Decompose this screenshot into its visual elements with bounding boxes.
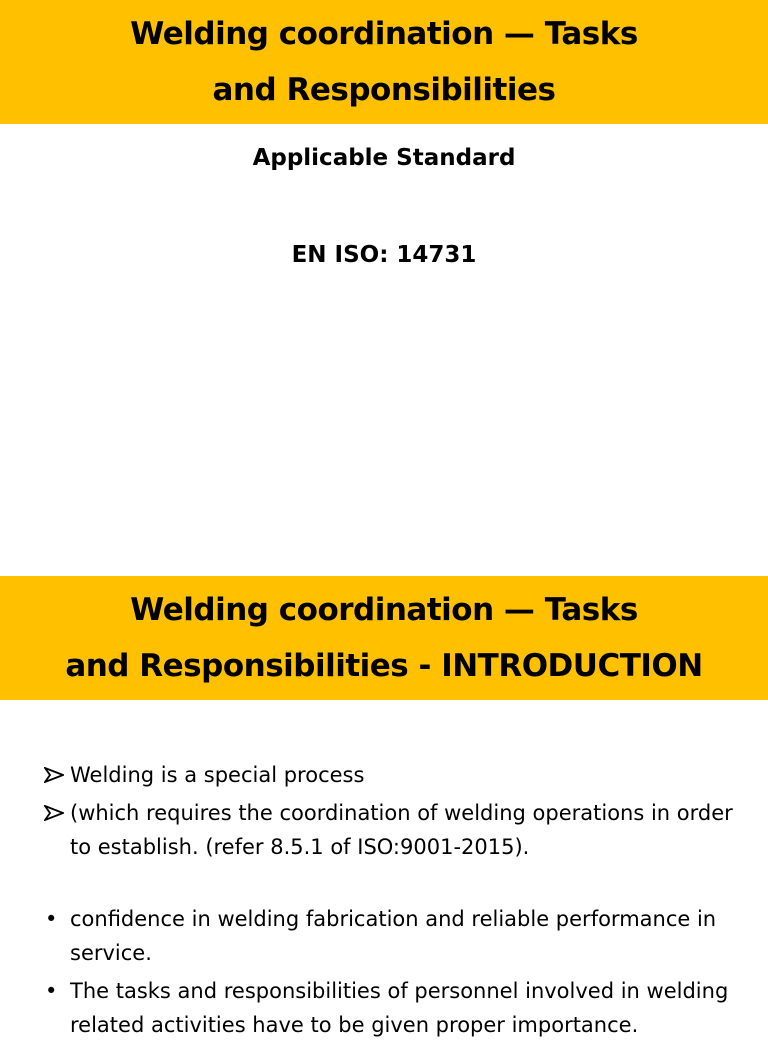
slide-2-body (44, 758, 744, 1042)
round-bullet-icon: • (45, 979, 58, 1003)
bullet-list-item (44, 902, 744, 970)
bullet-list-item-text: The tasks and responsibilities of personnel involved in welding related activities have to be given proper importance. (70, 979, 729, 1037)
slide-2-title-line-2: and Responsibilities - INTRODUCTION (65, 648, 703, 684)
slide-1-title-line-1: Welding coordination — Tasks (130, 16, 638, 52)
slide-2-title-band (0, 576, 768, 700)
applicable-standard-heading: Applicable Standard (252, 145, 516, 171)
arrow-list-item-text: (which requires the coordination of welding operations in order to establish. (refer 8.5.1 of ISO:9001-2015). (70, 801, 733, 859)
arrow-list-item (44, 758, 744, 792)
arrow-list-item (44, 796, 744, 864)
bullet-list-item-text: confidence in welding fabrication and reliable performance in service. (70, 907, 717, 965)
arrow-list-item-text: Welding is a special process (70, 763, 365, 787)
slide-2 (0, 576, 768, 1037)
round-bullet-icon: • (45, 907, 58, 931)
arrowhead-bullet-icon (44, 796, 66, 821)
spacer (44, 864, 744, 902)
standard-number: EN ISO: 14731 (291, 242, 477, 268)
bullet-list-item (44, 974, 744, 1042)
slide-2-title-line-1: Welding coordination — Tasks (130, 592, 638, 628)
slide-1-title-band (0, 0, 768, 124)
arrowhead-bullet-icon (44, 758, 66, 783)
slide-1-title-line-2: and Responsibilities (212, 72, 556, 108)
